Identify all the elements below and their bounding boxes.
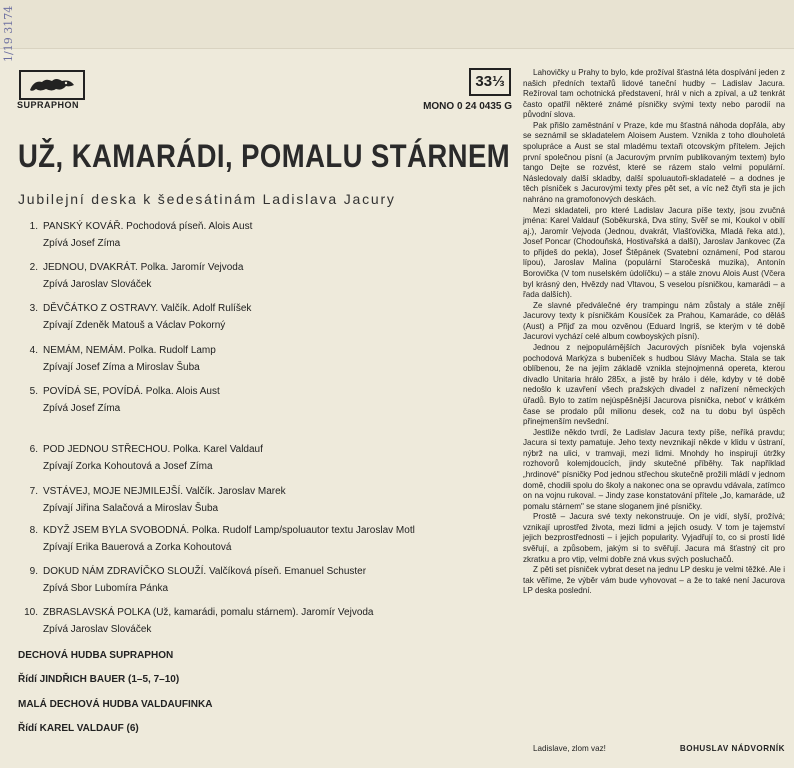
- top-strip: [0, 0, 794, 49]
- essay-paragraph: Pak přišlo zaměstnání v Praze, kde mu šťastná náhoda dopřála, aby se seznámil se skladatelem Aloisem Austem. Vznikla z toho dlouholetá spolupráce a Aust se stal mladému textaři otcovským přítelem. Jejich první společnou písní (a Jacurovým prvním publikovaným textem) bylo tango Dejte se rozvést, které se rázem stalo velmi populární. Následovaly další skladby, další spoluautoři-skladatelé – a dodnes je těch písniček s Jacurovými texty přes pět set, a víc než čtyři sta je jich nahráno na gramofonových deskách.: [523, 120, 785, 204]
- track-performer: Zpívá Josef Zíma: [43, 238, 121, 249]
- essay-paragraph: Jednou z nejpopulárnějších Jacurových písniček byla vojenská pochodová Markýza s bubeníček s hudbou Slávy Macha. Stala se tak oblíbenou, že na jejím základě vznikla stejnojmenná opereta, kterou divadlo Unitaria hrálo 285x, a jistě by hrálo i déle, kdyby v té době nedošlo k uzavření všech pražských divadel z nařízení německých úřadů. Bylo to zatím nejúspěšnější Jacurova písnička, neboť v krátkém čase se prodalo půl milionu desek, což na tu dobu byl úspěch přinejmenším nevšední.: [523, 343, 785, 427]
- track-number: 7.: [29, 486, 38, 497]
- handwritten-note: [2, 40, 72, 62]
- track-number: 9.: [29, 566, 38, 577]
- track-number: 2.: [29, 262, 38, 273]
- track-title: DĚVČÁTKO Z OSTRAVY. Valčík. Adolf Rulíšek: [43, 303, 252, 314]
- track-number: 6.: [29, 444, 38, 455]
- conductor-credit: Řídí JINDŘICH BAUER (1–5, 7–10): [18, 674, 180, 685]
- track-title: NEMÁM, NEMÁM. Polka. Rudolf Lamp: [43, 345, 216, 356]
- track-performer: Zpívá Sbor Lubomíra Pánka: [43, 583, 169, 594]
- track-title: POVÍDÁ SE, POVÍDÁ. Polka. Alois Aust: [43, 386, 220, 397]
- lion-logo-icon: [26, 75, 78, 95]
- track-performer: Zpívá Josef Zíma: [43, 403, 121, 414]
- track-performer: Zpívá Jaroslav Slováček: [43, 624, 152, 635]
- track-performer: Zpívají Jiřina Salačová a Miroslav Šuba: [43, 503, 219, 514]
- track-title: POD JEDNOU STŘECHOU. Polka. Karel Valdauf: [43, 444, 263, 455]
- brand-name: SUPRAPHON: [17, 100, 80, 110]
- album-title: UŽ, KAMARÁDI, POMALU STÁRNEM: [18, 138, 511, 174]
- essay-paragraph: Prostě – Jacura své texty nekonstruuje. On je vidí, slyší, prožívá; vznikají uprostřed života, mezi lidmi a jejich osudy. V tom je tajemství jejich bezprostřednosti – i jejich popularity. Vyjadřují to, co si prostí lidé svěřují, a způsobem, jakým si to svěřují. Jacura má šťastný cit pro zkratku a pro vtip, velmi dobře zná vkus svých posluchačů.: [523, 512, 785, 564]
- supraphon-logo: [19, 70, 85, 100]
- track-performer: Zpívají Josef Zíma a Miroslav Šuba: [43, 362, 200, 373]
- orchestra-credit: MALÁ DECHOVÁ HUDBA VALDAUFINKA: [18, 699, 213, 710]
- track-number: 5.: [29, 386, 38, 397]
- track-title: KDYŽ JSEM BYLA SVOBODNÁ. Polka. Rudolf Lamp/spoluautor textu Jaroslav Motl: [43, 525, 415, 536]
- track-title: JEDNOU, DVAKRÁT. Polka. Jaromír Vejvoda: [43, 262, 244, 273]
- essay-paragraph: Jestliže někdo tvrdí, že Ladislav Jacura texty píše, neříká pravdu; Jacura si texty pamatuje. Jeho texty nevznikají někde v klidu v ústraní, nýbrž na ulici, v tramvaji, mezi lidmi. Mnohdy ho inspirují útržky rozhovorů kolemjdoucích, jindy skutečné příběhy. Tak například „hrdinové" písničky Pod jednou střechou skutečně prožili mládí v jednom domě, chodili spolu do školy a nakonec ona se opravdu vdávala, zatímco on na vojnu rukoval. – Jindy zase konstatování přítele „Jo, kamaráde, už pomalu stárnem" se stane sloganem jiné písničky.: [523, 427, 785, 511]
- track-number: 1.: [29, 221, 38, 232]
- track-title: VSTÁVEJ, MOJE NEJMILEJŠÍ. Valčík. Jaroslav Marek: [43, 486, 286, 497]
- track-title: ZBRASLAVSKÁ POLKA (Už, kamarádi, pomalu stárnem). Jaromír Vejvoda: [43, 607, 374, 618]
- track-number: 8.: [29, 525, 38, 536]
- essay-paragraph: Z pěti set písniček vybrat deset na jednu LP desku je velmi těžké. Ale i tak věříme, že výběr vám bude vyhovovat – a že to také není Jacurova LP deska poslední.: [523, 565, 785, 596]
- track-performer: Zpívají Zdeněk Matouš a Václav Pokorný: [43, 320, 226, 331]
- track-performer: Zpívají Zorka Kohoutová a Josef Zíma: [43, 461, 213, 472]
- track-number: 3.: [29, 303, 38, 314]
- track-performer: Zpívají Erika Bauerová a Zorka Kohoutová: [43, 542, 232, 553]
- liner-notes: [523, 68, 785, 597]
- track-title: PANSKÝ KOVÁŘ. Pochodová píseň. Alois Aust: [43, 221, 253, 232]
- closing-greeting: Ladislave, zlom vaz!: [533, 744, 606, 753]
- track-title: DOKUD NÁM ZDRAVÍČKO SLOUŽÍ. Valčíková píseň. Emanuel Schuster: [43, 566, 367, 577]
- essay-paragraph: Mezi skladateli, pro které Ladislav Jacura píše texty, jsou zvučná jména: Karel Valdauf (Soběkurská, Dva stíny, Svěř se mi, Koukol v obilí aj.), Jaromír Vejvoda (Jednou, dvakrát, Vlašťovička, Mladá řeka atd.), Josef Poncar (Chodouňská, Hostivařská a další), Jaroslav Jankovec (Za to přijdeš do pekla), Josef Štěpánek (Svatební oznámení, Pod starou lípou), Jaroslav Malina (populární Staročeská muzika), Antonín Borovička (V tom nuselském údolíčku) – a stále znovu Alois Aust (Včera byl krásný den, Hvězdy nad Vltavou, S veselou písničkou, kamarádi – a řada dalších).: [523, 205, 785, 300]
- essay-paragraph: Lahovičky u Prahy to bylo, kde prožíval šťastná léta dospívání jeden z našich předních textařů lidové taneční hudby – Ladislav Jacura. Režíroval tam ochotnická představení, hrál v nich a zpíval, a už tenkrát často opatřil některé známé písničky svými texty nebo parodií na původní slova.: [523, 68, 785, 120]
- essay-paragraph: Ze slavné předválečné éry trampingu nám zůstaly a stále znějí Jacurovy texty k písničkám Kousíček za Prahou, Kamaráde, co děláš (Aust) a Přijď za mou ozvěnou (Eduard Ingriš, se kterým v té době Jacurovi vychází celé album cowboyských písní).: [523, 300, 785, 342]
- track-performer: Zpívá Jaroslav Slováček: [43, 279, 152, 290]
- essay-author: BOHUSLAV NÁDVORNÍK: [679, 744, 785, 753]
- catalog-number: MONO 0 24 0435 G: [423, 101, 512, 112]
- conductor-credit: Řídí KAREL VALDAUF (6): [18, 723, 139, 734]
- track-number: 10.: [24, 607, 38, 618]
- speed-badge: 33⅓: [469, 68, 511, 96]
- track-number: 4.: [29, 345, 38, 356]
- orchestra-credit: DECHOVÁ HUDBA SUPRAPHON: [18, 650, 174, 661]
- album-subtitle: Jubilejní deska k šedesátinám Ladislava Jacury: [18, 191, 396, 207]
